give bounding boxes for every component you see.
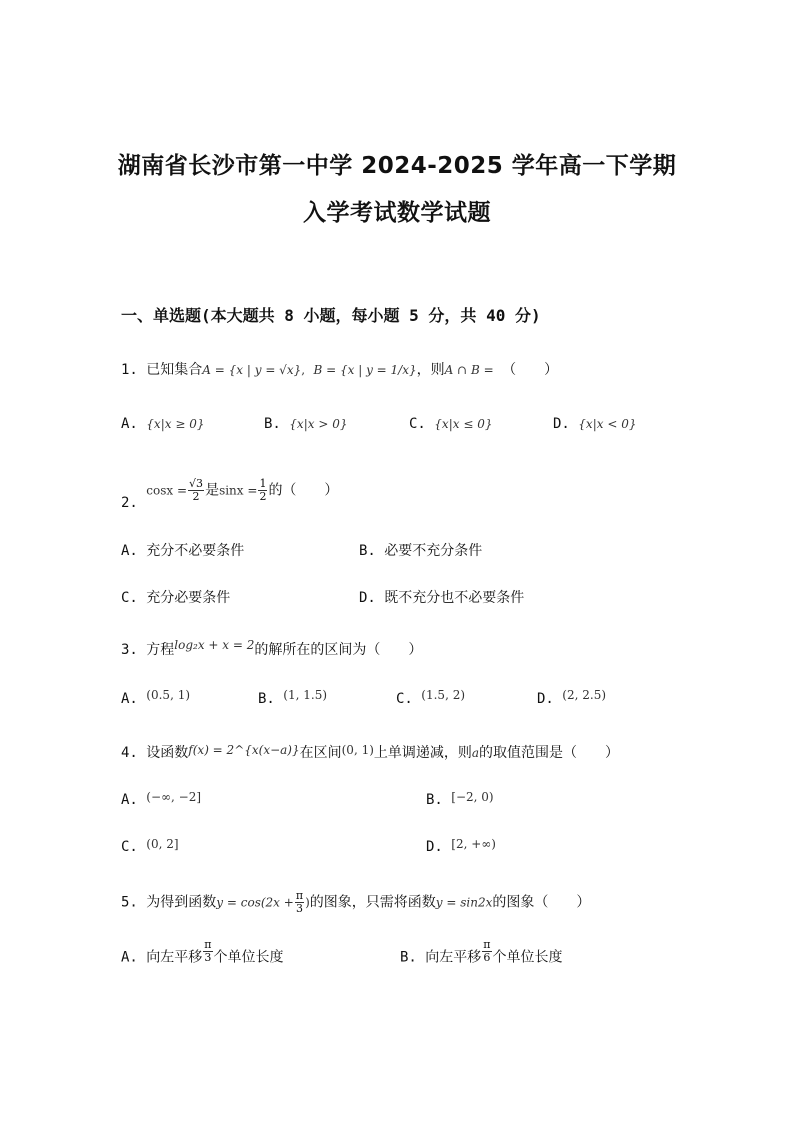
math-expression: ) bbox=[305, 895, 310, 910]
option-label: D. bbox=[553, 416, 570, 432]
question-text: 上单调递减，则 bbox=[373, 745, 472, 761]
option-c bbox=[121, 588, 230, 608]
question-4 bbox=[121, 743, 619, 763]
option-value: (2, 2.5) bbox=[562, 688, 607, 702]
option-text: 个单位长度 bbox=[213, 949, 284, 966]
option-a bbox=[121, 790, 201, 810]
option-a bbox=[121, 689, 190, 709]
answer-paren: （ ） bbox=[502, 362, 559, 378]
option-value: (1.5, 2) bbox=[421, 688, 466, 702]
question-number: 4. bbox=[121, 745, 138, 761]
option-value: (−∞, −2] bbox=[146, 790, 202, 804]
option-b bbox=[426, 790, 494, 810]
option-c bbox=[409, 414, 492, 434]
option-value: [−2, 0) bbox=[451, 790, 494, 804]
fraction-denominator: 3 bbox=[204, 951, 212, 964]
question-text: 设函数 bbox=[146, 745, 189, 761]
question-text: 方程 bbox=[146, 642, 175, 658]
question-1 bbox=[121, 360, 558, 380]
math-variable: a bbox=[471, 746, 480, 760]
option-label: B. bbox=[264, 416, 281, 432]
option-label: B. bbox=[258, 691, 275, 707]
question-text: 的解所在的区间为（ ） bbox=[254, 642, 423, 658]
fraction-denominator: 2 bbox=[192, 490, 200, 503]
option-value: (0.5, 1) bbox=[146, 688, 191, 702]
question-text: 的图象，只需将函数 bbox=[309, 894, 436, 911]
option-label: A. bbox=[121, 949, 138, 966]
option-value: (0, 2] bbox=[146, 837, 179, 851]
option-b bbox=[359, 541, 482, 561]
option-label: A. bbox=[121, 543, 138, 559]
math-expression: sinx = bbox=[219, 483, 258, 498]
fraction bbox=[482, 939, 491, 964]
option-b bbox=[264, 414, 347, 434]
option-label: C. bbox=[396, 691, 413, 707]
fraction bbox=[203, 939, 212, 964]
math-expression: y = cos(2x + bbox=[216, 895, 294, 910]
option-label: D. bbox=[537, 691, 554, 707]
math-expression: A = {x | y = √x} bbox=[202, 363, 302, 377]
option-value: (1, 1.5) bbox=[283, 688, 328, 702]
option-label: A. bbox=[121, 792, 138, 808]
fraction-denominator: 6 bbox=[483, 951, 491, 964]
option-value: 充分不必要条件 bbox=[146, 543, 245, 559]
title-line-2: 入学考试数学试题 bbox=[303, 200, 491, 226]
separator: , bbox=[301, 363, 306, 377]
option-a bbox=[121, 938, 284, 970]
fraction-numerator: π bbox=[295, 889, 304, 902]
question-2 bbox=[121, 477, 339, 511]
option-value: {x|x > 0} bbox=[289, 417, 348, 431]
question-text: 在区间 bbox=[299, 745, 342, 761]
question-text: 的（ ） bbox=[268, 482, 339, 499]
fraction-numerator: √3 bbox=[189, 477, 204, 490]
option-label: B. bbox=[359, 543, 376, 559]
option-value: [2, +∞) bbox=[451, 837, 496, 851]
option-value: 必要不充分条件 bbox=[384, 543, 483, 559]
math-expression: log₂x + x = 2 bbox=[174, 638, 255, 652]
fraction-numerator: 1 bbox=[259, 477, 267, 490]
fraction bbox=[258, 478, 267, 503]
fraction-denominator: 3 bbox=[295, 902, 303, 915]
question-text: 已知集合 bbox=[146, 362, 203, 378]
option-label: C. bbox=[409, 416, 426, 432]
question-number: 5. bbox=[121, 894, 138, 911]
option-value: {x|x ≥ 0} bbox=[146, 417, 205, 431]
option-label: A. bbox=[121, 416, 138, 432]
option-a bbox=[121, 541, 244, 561]
option-label: B. bbox=[426, 792, 443, 808]
option-label: C. bbox=[121, 839, 138, 855]
option-text: 向左平移 bbox=[425, 949, 482, 966]
option-label: D. bbox=[426, 839, 443, 855]
option-b bbox=[400, 938, 563, 970]
fraction bbox=[295, 890, 304, 915]
option-value: 充分必要条件 bbox=[146, 590, 231, 606]
math-expression: y = sin2x bbox=[435, 895, 493, 910]
option-b bbox=[258, 689, 327, 709]
title-line-1: 湖南省长沙市第一中学 2024-2025 学年高一下学期 bbox=[117, 153, 677, 179]
math-expression: B = {x | y = 1/x} bbox=[313, 363, 417, 377]
fraction-numerator: π bbox=[483, 938, 491, 951]
question-text: 是 bbox=[205, 482, 220, 499]
option-text: 向左平移 bbox=[146, 949, 203, 966]
fraction-denominator: 2 bbox=[259, 490, 267, 503]
math-expression: A ∩ B = bbox=[444, 363, 494, 377]
math-expression: f(x) = 2^{x(x−a)} bbox=[188, 743, 300, 757]
question-text: ，则 bbox=[416, 362, 445, 378]
option-d bbox=[359, 588, 524, 608]
question-text: 的图象（ ） bbox=[492, 894, 591, 911]
option-value: 既不充分也不必要条件 bbox=[384, 590, 525, 606]
option-text: 个单位长度 bbox=[492, 949, 563, 966]
option-label: C. bbox=[121, 590, 138, 606]
option-d bbox=[553, 414, 636, 434]
math-expression: cosx = bbox=[146, 483, 188, 498]
section-heading: 一、单选题(本大题共 8 小题，每小题 5 分，共 40 分) bbox=[121, 306, 541, 325]
question-text: 的取值范围是（ ） bbox=[479, 745, 620, 761]
option-value: {x|x ≤ 0} bbox=[434, 417, 493, 431]
option-a bbox=[121, 414, 204, 434]
option-label: D. bbox=[359, 590, 376, 606]
option-c bbox=[396, 689, 465, 709]
question-number: 3. bbox=[121, 642, 138, 658]
question-5 bbox=[121, 890, 590, 915]
option-label: A. bbox=[121, 691, 138, 707]
question-text: 为得到函数 bbox=[146, 894, 217, 911]
option-value: {x|x < 0} bbox=[578, 417, 637, 431]
option-d bbox=[537, 689, 606, 709]
question-number: 2. bbox=[121, 494, 138, 511]
option-d bbox=[426, 837, 496, 857]
option-label: B. bbox=[400, 949, 417, 966]
option-c bbox=[121, 837, 179, 857]
fraction bbox=[188, 478, 204, 503]
fraction-numerator: π bbox=[204, 938, 212, 951]
math-expression: (0, 1) bbox=[341, 743, 374, 757]
question-number: 1. bbox=[121, 362, 138, 378]
question-3 bbox=[121, 640, 422, 660]
